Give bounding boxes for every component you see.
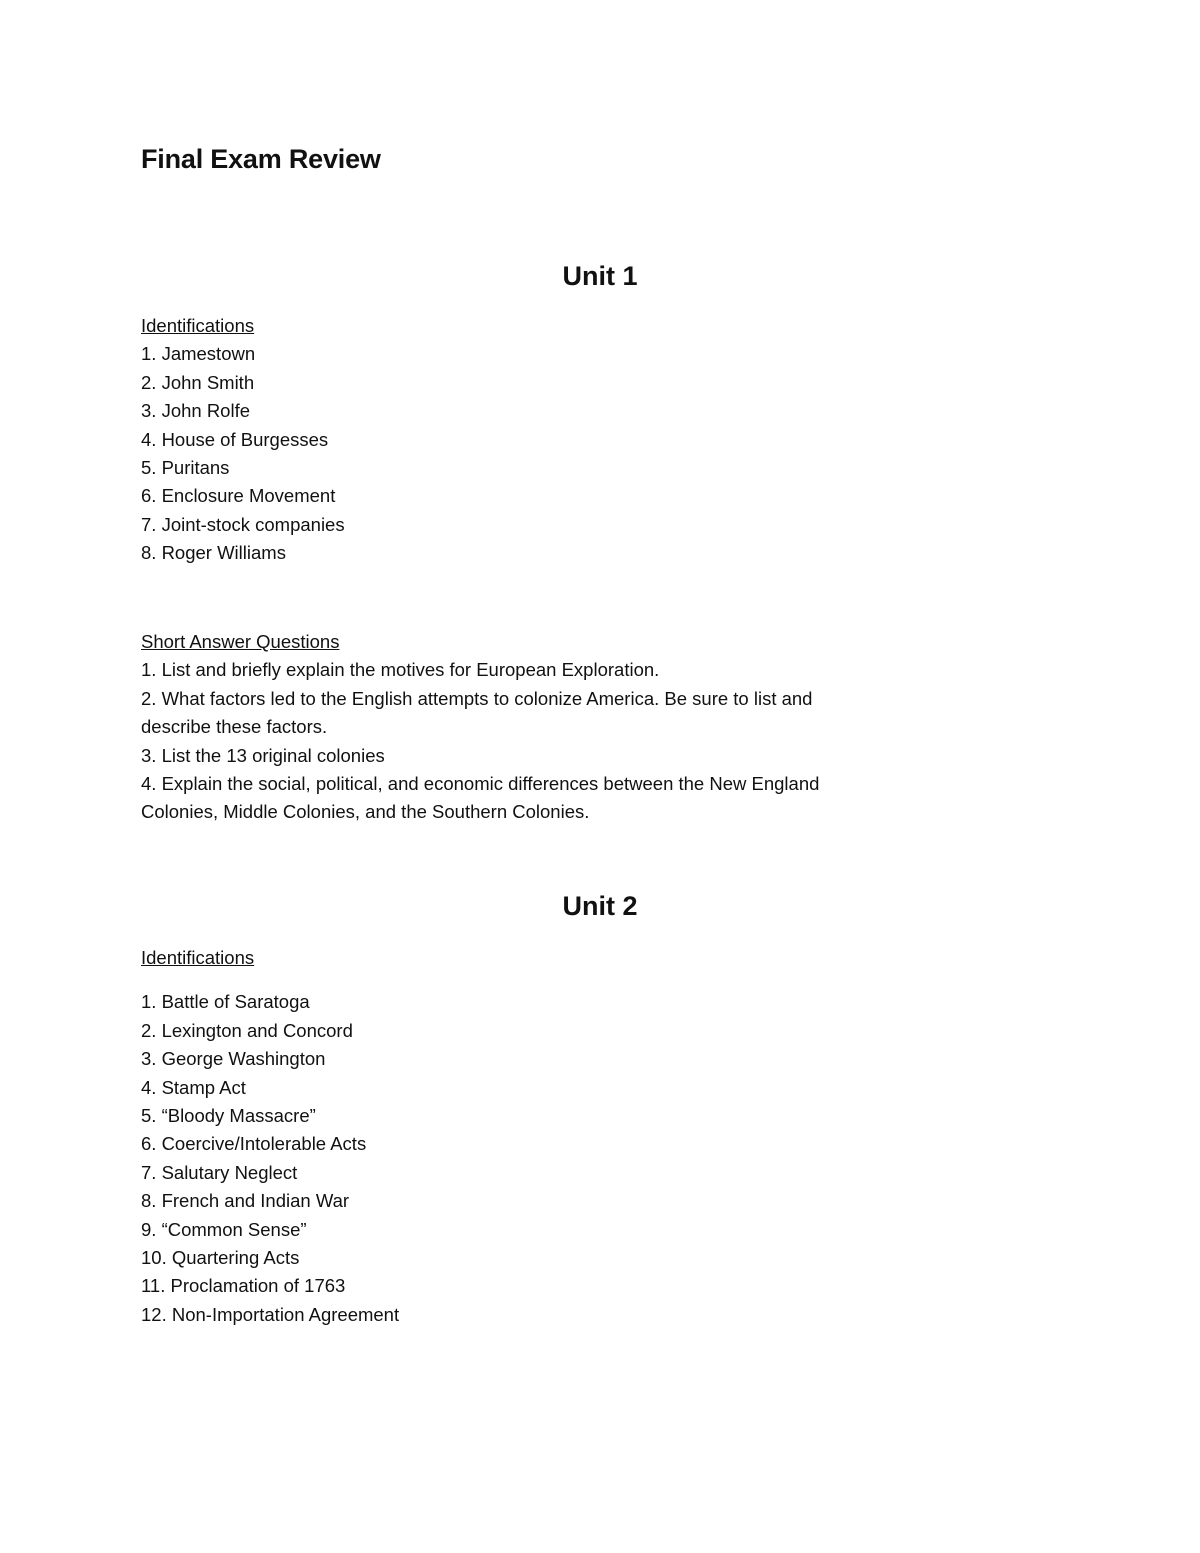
question-item: 1. List and briefly explain the motives for European Exploration. (141, 659, 660, 681)
list-item: 12. Non-Importation Agreement (141, 1303, 400, 1325)
spacer (141, 972, 881, 988)
list-item: 11. Proclamation of 1763 (141, 1275, 346, 1297)
list-item: 4. Stamp Act (141, 1076, 246, 1098)
list-item: 2. John Smith (141, 371, 255, 393)
list-item: 6. Coercive/Intolerable Acts (141, 1133, 367, 1155)
list-item: 8. French and Indian War (141, 1190, 350, 1212)
identifications-label: Identifications (141, 947, 255, 968)
list-item: 10. Quartering Acts (141, 1247, 300, 1269)
question-item: 2. What factors led to the English attempts to colonize America. Be sure to list and describe these factors. (141, 687, 813, 738)
unit-1-identifications (141, 312, 881, 568)
unit-1-heading: Unit 1 (562, 261, 638, 291)
list-item: 4. House of Burgesses (141, 428, 329, 450)
list-item: 7. Joint-stock companies (141, 513, 345, 535)
page-title: Final Exam Review (141, 144, 381, 174)
unit-2-heading: Unit 2 (562, 891, 638, 921)
list-item: 5. Puritans (141, 457, 230, 479)
unit-1-short-answers (141, 628, 871, 827)
question-item: 4. Explain the social, political, and economic differences between the New England Colonies, Middle Colonies, and the Southern Colonies. (141, 773, 820, 823)
identifications-label: Identifications (141, 315, 255, 336)
list-item: 5. “Bloody Massacre” (141, 1105, 316, 1127)
list-item: 7. Salutary Neglect (141, 1161, 298, 1183)
question-item: 3. List the 13 original colonies (141, 744, 385, 766)
list-item: 9. “Common Sense” (141, 1218, 307, 1240)
list-item: 1. Battle of Saratoga (141, 991, 310, 1013)
short-answer-label: Short Answer Questions (141, 631, 340, 652)
list-item: 6. Enclosure Movement (141, 485, 336, 507)
list-item: 3. George Washington (141, 1048, 326, 1070)
list-item: 2. Lexington and Concord (141, 1019, 353, 1041)
list-item: 1. Jamestown (141, 343, 256, 365)
list-item: 3. John Rolfe (141, 400, 251, 422)
unit-2-identifications (141, 944, 881, 1329)
list-item: 8. Roger Williams (141, 542, 286, 564)
